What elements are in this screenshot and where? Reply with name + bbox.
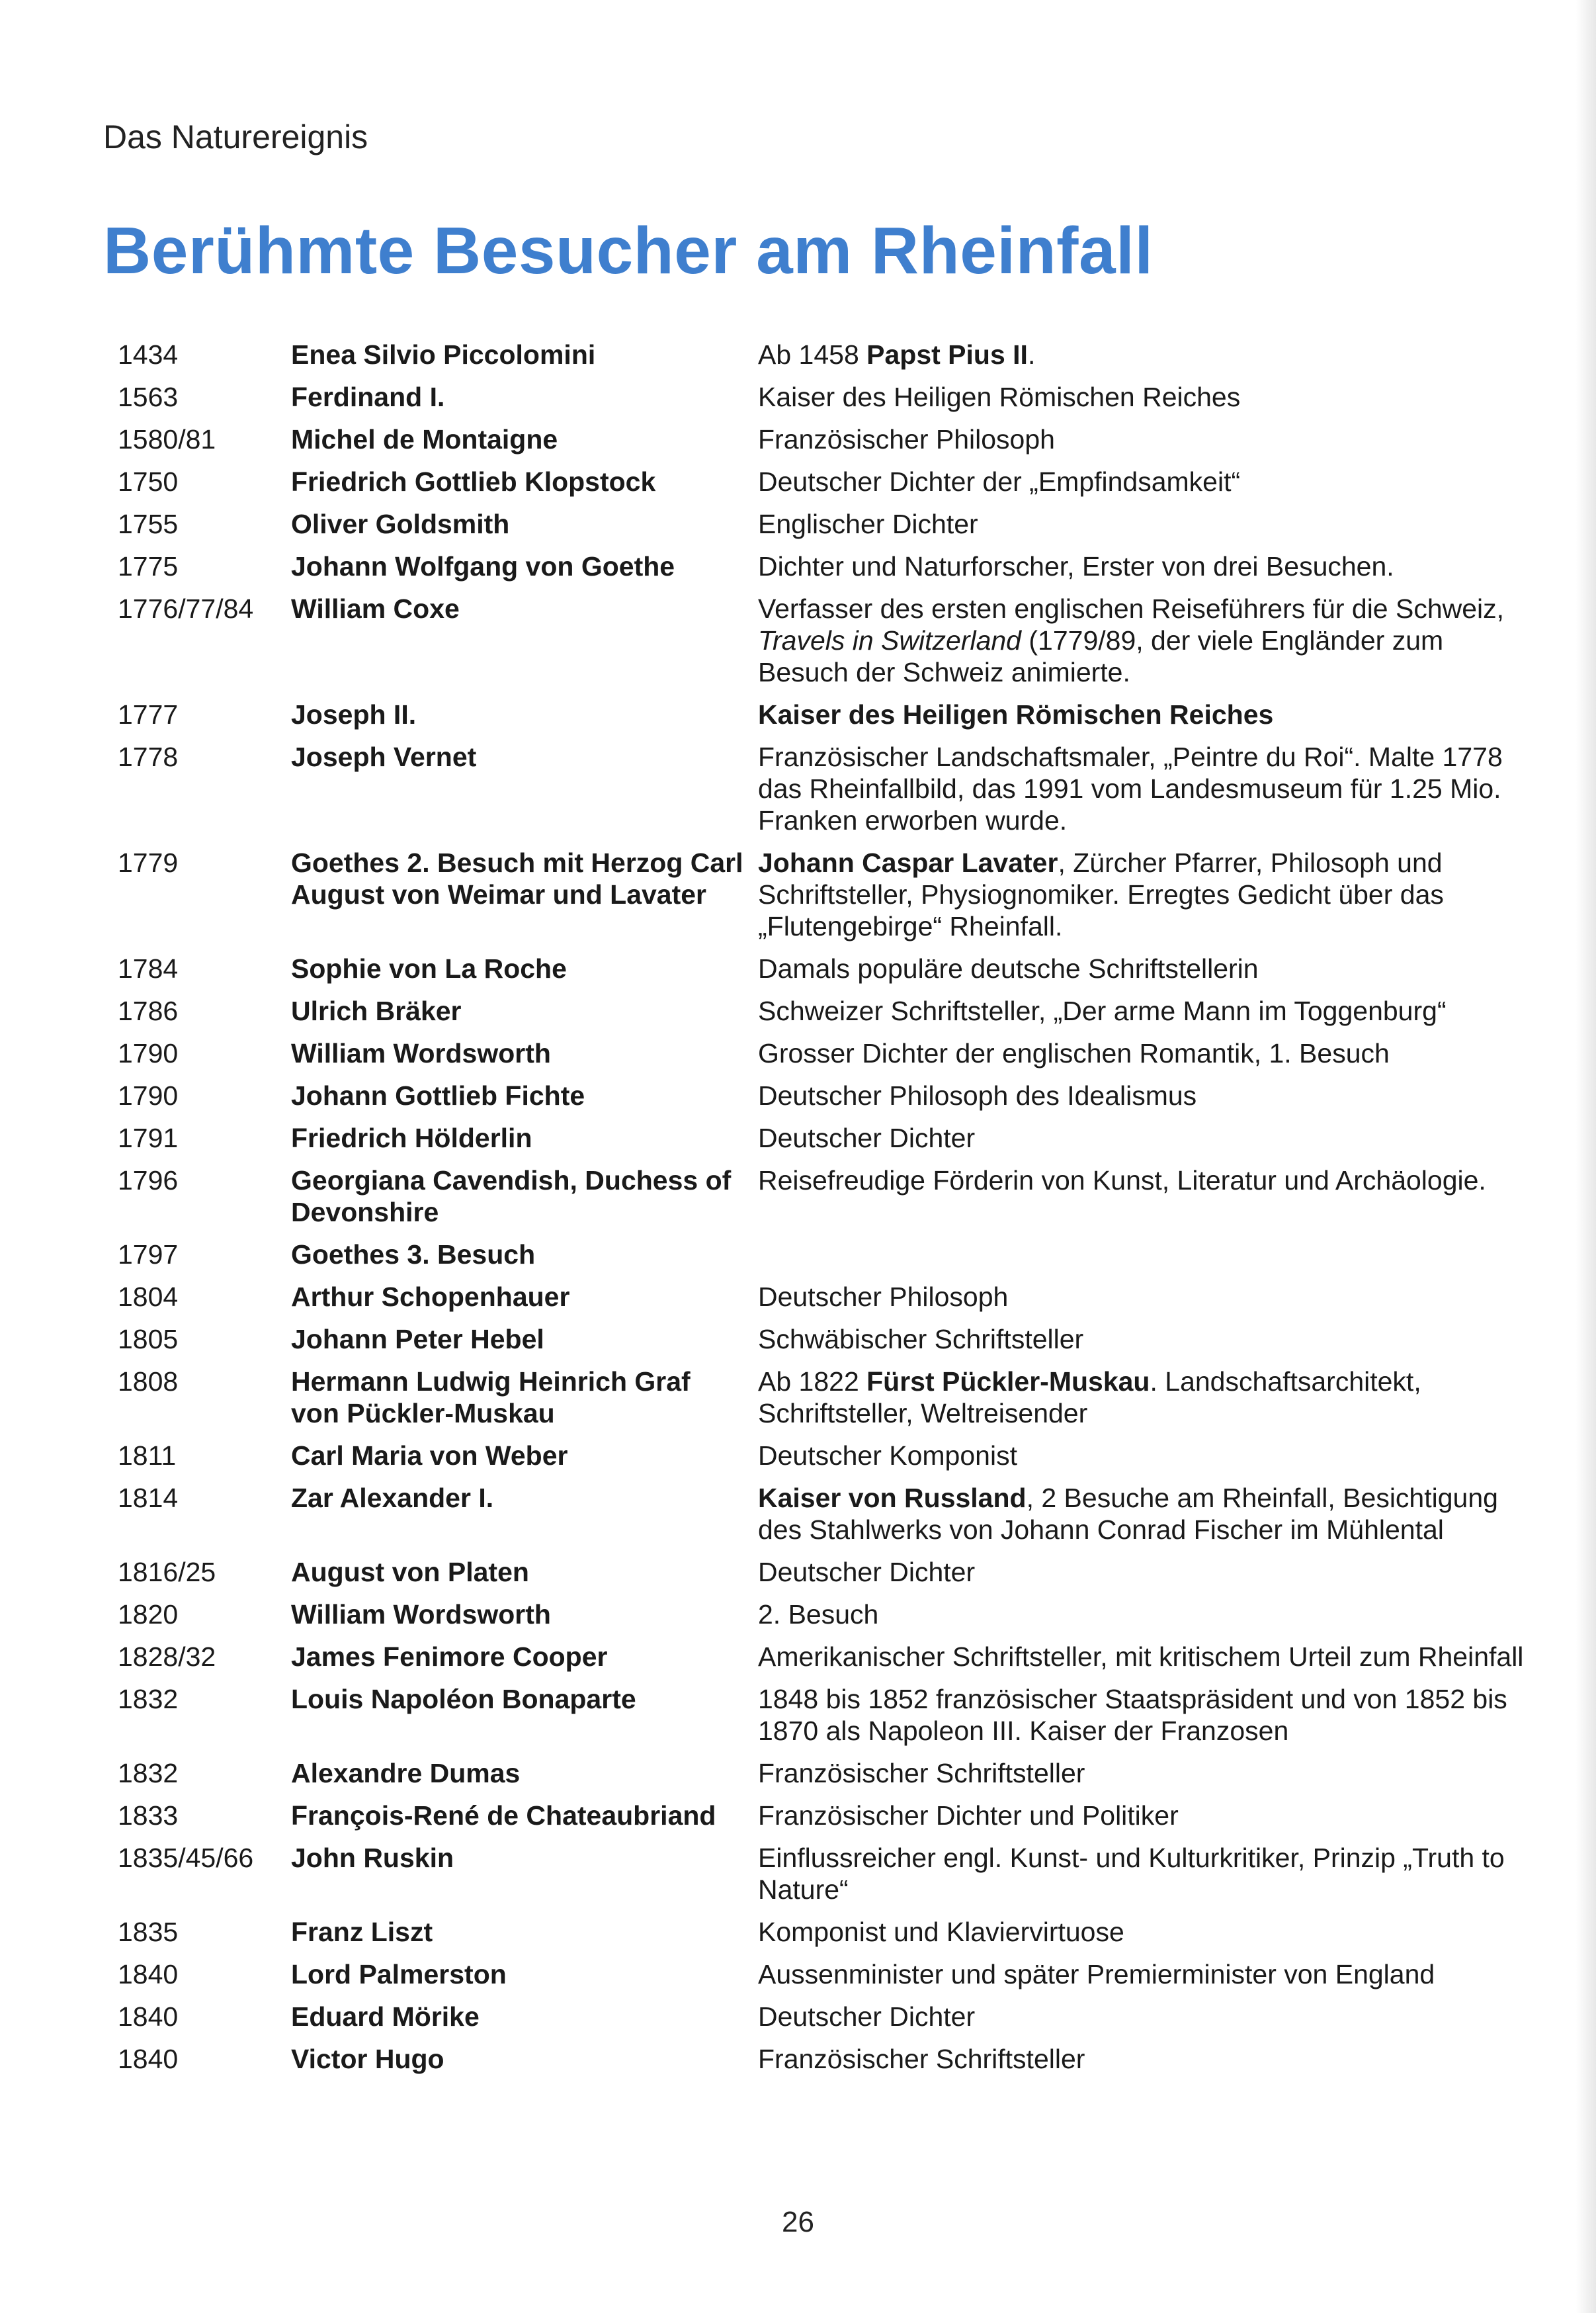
visitor-name: Johann Peter Hebel	[291, 1324, 544, 1354]
visitor-description	[758, 381, 1540, 413]
visit-year: 1840	[118, 2044, 179, 2074]
visitor-description	[758, 1482, 1540, 1546]
visitor-name: Enea Silvio Piccolomini	[291, 339, 596, 370]
visitor-description	[758, 1683, 1540, 1747]
description-segment: Deutscher Dichter der „Empfindsamkeit“	[758, 466, 1241, 497]
visitor-row	[118, 995, 1540, 1027]
visit-year: 1811	[118, 1440, 177, 1471]
visitor-row	[118, 1482, 1540, 1546]
visitor-description	[758, 1239, 1540, 1270]
visitor-name: Oliver Goldsmith	[291, 509, 510, 539]
visit-year: 1779	[118, 848, 179, 878]
visitor-row	[118, 1122, 1540, 1154]
description-segment: Deutscher Dichter	[758, 2001, 976, 2032]
visitor-description	[758, 339, 1540, 371]
description-segment: Englischer Dichter	[758, 509, 978, 539]
visit-year: 1791	[118, 1123, 179, 1153]
visitor-description	[758, 550, 1540, 582]
description-segment: Amerikanischer Schriftsteller, mit kritischem Urteil zum Rheinfall	[758, 1641, 1524, 1672]
description-segment: (1779/89, der viele Engländer zum Besuch der Schweiz animierte.	[758, 625, 1444, 687]
visit-year: 1580/81	[118, 424, 216, 455]
visitor-row	[118, 953, 1540, 984]
visit-year: 1816/25	[118, 1557, 216, 1587]
visitor-description	[758, 847, 1540, 942]
description-segment: Fürst Pückler-Muskau	[866, 1366, 1150, 1397]
description-segment: Aussenminister und später Premierminister von England	[758, 1959, 1435, 1989]
visit-year: 1784	[118, 953, 179, 984]
visitor-description	[758, 2043, 1540, 2075]
visitor-name: James Fenimore Cooper	[291, 1641, 608, 1672]
visit-year: 1796	[118, 1165, 179, 1196]
visitor-name: Louis Napoléon Bonaparte	[291, 1684, 636, 1714]
visit-year: 1797	[118, 1239, 179, 1270]
description-segment: Deutscher Dichter	[758, 1557, 976, 1587]
description-segment: Ab 1822	[758, 1366, 867, 1397]
visitor-row	[118, 1281, 1540, 1313]
description-segment: Französischer Schriftsteller	[758, 1758, 1085, 1788]
visitor-name: Arthur Schopenhauer	[291, 1282, 570, 1312]
visit-year: 1563	[118, 382, 179, 412]
visit-year: 1776/77/84	[118, 593, 254, 624]
visit-year: 1750	[118, 466, 179, 497]
visit-year: 1832	[118, 1758, 179, 1788]
visitor-name: Sophie von La Roche	[291, 953, 567, 984]
description-segment: 2. Besuch	[758, 1599, 879, 1630]
visitor-name: Joseph Vernet	[291, 742, 477, 772]
visitor-name: Zar Alexander I.	[291, 1483, 494, 1513]
visitor-name: Joseph II.	[291, 699, 417, 730]
visitor-row	[118, 699, 1540, 730]
visit-year: 1828/32	[118, 1641, 216, 1672]
visit-year: 1835	[118, 1917, 179, 1947]
visitor-row	[118, 1239, 1540, 1270]
description-segment: Kaiser von Russland	[758, 1483, 1027, 1513]
visit-year: 1775	[118, 551, 179, 582]
description-segment: Französischer Dichter und Politiker	[758, 1800, 1179, 1831]
visit-year: 1790	[118, 1080, 179, 1111]
visit-year: 1786	[118, 996, 179, 1026]
description-segment: Travels in Switzerland	[758, 625, 1021, 656]
visitor-name: Friedrich Gottlieb Klopstock	[291, 466, 656, 497]
visit-year: 1434	[118, 339, 179, 370]
description-segment: Grosser Dichter der englischen Romantik, 1. Besuch	[758, 1038, 1390, 1069]
visitor-description	[758, 1080, 1540, 1112]
visitor-row	[118, 1757, 1540, 1789]
visitor-description	[758, 1842, 1540, 1905]
visit-year: 1840	[118, 2001, 179, 2032]
description-segment: Deutscher Philosoph	[758, 1282, 1009, 1312]
visitor-name: Johann Gottlieb Fichte	[291, 1080, 585, 1111]
visitor-row	[118, 1842, 1540, 1905]
visitor-row	[118, 1440, 1540, 1471]
description-segment: Französischer Philosoph	[758, 424, 1055, 455]
visit-year: 1814	[118, 1483, 179, 1513]
visitor-description	[758, 593, 1540, 688]
visitor-name: William Coxe	[291, 593, 460, 624]
description-segment: Französischer Landschaftsmaler, „Peintre du Roi“. Malte 1778 das Rheinfallbild, das 1991 vom Landesmuseum für 1.25 Mio. Franken erworben wurde.	[758, 742, 1503, 836]
visitor-name: William Wordsworth	[291, 1599, 551, 1630]
visitor-row	[118, 508, 1540, 540]
visit-year: 1808	[118, 1366, 179, 1397]
page-number: 26	[782, 2206, 814, 2238]
visitor-row	[118, 1598, 1540, 1630]
visitor-row	[118, 741, 1540, 836]
visitor-name: Georgiana Cavendish, Duchess of Devonshire	[291, 1165, 732, 1227]
visitor-name: Friedrich Hölderlin	[291, 1123, 532, 1153]
visitor-name: François-René de Chateaubriand	[291, 1800, 716, 1831]
visitor-row	[118, 1037, 1540, 1069]
visitor-list	[118, 339, 1540, 2075]
visitor-description	[758, 1164, 1540, 1228]
visit-year: 1835/45/66	[118, 1843, 254, 1873]
description-segment: . Landschaftsarchitekt, Schriftsteller, Weltreisender	[758, 1366, 1421, 1428]
visitor-description	[758, 699, 1540, 730]
visitor-description	[758, 1122, 1540, 1154]
page-title: Berühmte Besucher am Rheinfall	[103, 214, 1154, 288]
description-segment: Schwäbischer Schriftsteller	[758, 1324, 1084, 1354]
visitor-name: August von Platen	[291, 1557, 529, 1587]
visitor-row	[118, 1323, 1540, 1355]
visitor-description	[758, 508, 1540, 540]
visitor-description	[758, 995, 1540, 1027]
description-segment: Einflussreicher engl. Kunst- und Kulturkritiker, Prinzip „Truth to Nature“	[758, 1843, 1505, 1905]
description-segment: .	[1027, 339, 1036, 370]
visitor-row	[118, 847, 1540, 942]
visit-year: 1840	[118, 1959, 179, 1989]
description-segment: Deutscher Philosoph des Idealismus	[758, 1080, 1197, 1111]
visitor-description	[758, 741, 1540, 836]
visitor-name: Alexandre Dumas	[291, 1758, 521, 1788]
visitor-description	[758, 1037, 1540, 1069]
visitor-row	[118, 1916, 1540, 1948]
visitor-description	[758, 423, 1540, 455]
visitor-name: Michel de Montaigne	[291, 424, 558, 455]
visitor-row	[118, 466, 1540, 498]
visitor-name: Eduard Mörike	[291, 2001, 480, 2032]
description-segment: Deutscher Dichter	[758, 1123, 976, 1153]
visitor-description	[758, 1366, 1540, 1429]
visitor-description	[758, 1641, 1540, 1673]
running-header: Das Naturereignis	[103, 118, 368, 155]
visitor-row	[118, 1641, 1540, 1673]
visitor-description	[758, 1916, 1540, 1948]
visitor-row	[118, 2001, 1540, 2032]
visitor-row	[118, 1800, 1540, 1831]
description-segment: Deutscher Komponist	[758, 1440, 1017, 1471]
visitor-description	[758, 953, 1540, 984]
visitor-row	[118, 550, 1540, 582]
page-edge-shadow	[1576, 0, 1596, 2313]
visitor-row	[118, 1366, 1540, 1429]
description-segment: Damals populäre deutsche Schriftstellerin	[758, 953, 1259, 984]
visit-year: 1805	[118, 1324, 179, 1354]
description-segment: Kaiser des Heiligen Römischen Reiches	[758, 382, 1241, 412]
visitor-row	[118, 423, 1540, 455]
visitor-name: Goethes 3. Besuch	[291, 1239, 536, 1270]
visitor-row	[118, 1958, 1540, 1990]
visitor-row	[118, 1164, 1540, 1228]
visitor-name: Franz Liszt	[291, 1917, 433, 1947]
visitor-row	[118, 381, 1540, 413]
description-segment: Verfasser des ersten englischen Reiseführers für die Schweiz,	[758, 593, 1505, 624]
description-segment: Ab 1458	[758, 339, 867, 370]
description-segment: Komponist und Klaviervirtuose	[758, 1917, 1124, 1947]
description-segment: 1848 bis 1852 französischer Staatspräsident und von 1852 bis 1870 als Napoleon III. Kaiser der Franzosen	[758, 1684, 1507, 1746]
visitor-description	[758, 1958, 1540, 1990]
description-segment: Papst Pius II	[866, 339, 1028, 370]
visitor-row	[118, 1683, 1540, 1747]
visit-year: 1777	[118, 699, 179, 730]
visitor-name: Carl Maria von Weber	[291, 1440, 568, 1471]
visitor-name: Goethes 2. Besuch mit Herzog Carl August von Weimar und Lavater	[291, 848, 743, 910]
visitor-name: William Wordsworth	[291, 1038, 551, 1069]
visitor-description	[758, 1440, 1540, 1471]
description-segment: Schweizer Schriftsteller, „Der arme Mann im Toggenburg“	[758, 996, 1447, 1026]
description-segment: , 2 Besuche am Rheinfall, Besichtigung des Stahlwerks von Johann Conrad Fischer im Mühlental	[758, 1483, 1498, 1545]
visitor-name: Johann Wolfgang von Goethe	[291, 551, 675, 582]
visitor-row	[118, 1556, 1540, 1588]
visitor-description	[758, 1556, 1540, 1588]
visitor-name: Ferdinand I.	[291, 382, 445, 412]
visit-year: 1755	[118, 509, 179, 539]
visitor-description	[758, 466, 1540, 498]
visitor-description	[758, 1757, 1540, 1789]
description-segment: Johann Caspar Lavater	[758, 848, 1058, 878]
visit-year: 1804	[118, 1282, 179, 1312]
visitor-description	[758, 1281, 1540, 1313]
visitor-description	[758, 1598, 1540, 1630]
visit-year: 1833	[118, 1800, 179, 1831]
visit-year: 1820	[118, 1599, 179, 1630]
visitor-description	[758, 1800, 1540, 1831]
visitor-row	[118, 593, 1540, 688]
description-segment: Kaiser des Heiligen Römischen Reiches	[758, 699, 1274, 730]
description-segment: Dichter und Naturforscher, Erster von drei Besuchen.	[758, 551, 1394, 582]
visitor-row	[118, 339, 1540, 371]
visit-year: 1778	[118, 742, 179, 772]
visitor-row	[118, 2043, 1540, 2075]
visitor-name: John Ruskin	[291, 1843, 454, 1873]
visitor-name: Ulrich Bräker	[291, 996, 462, 1026]
visitor-description	[758, 1323, 1540, 1355]
description-segment: , Zürcher Pfarrer, Philosoph und Schriftsteller, Physiognomiker. Erregtes Gedicht über das „Flutengebirge“ Rheinfall.	[758, 848, 1444, 941]
visitor-name: Victor Hugo	[291, 2044, 444, 2074]
visitor-description	[758, 2001, 1540, 2032]
visitor-row	[118, 1080, 1540, 1112]
description-segment: Reisefreudige Förderin von Kunst, Literatur und Archäologie.	[758, 1165, 1486, 1196]
visitor-name: Hermann Ludwig Heinrich Graf von Pückler-Muskau	[291, 1366, 691, 1428]
visitor-name: Lord Palmerston	[291, 1959, 507, 1989]
description-segment: Französischer Schriftsteller	[758, 2044, 1085, 2074]
visit-year: 1832	[118, 1684, 179, 1714]
visit-year: 1790	[118, 1038, 179, 1069]
